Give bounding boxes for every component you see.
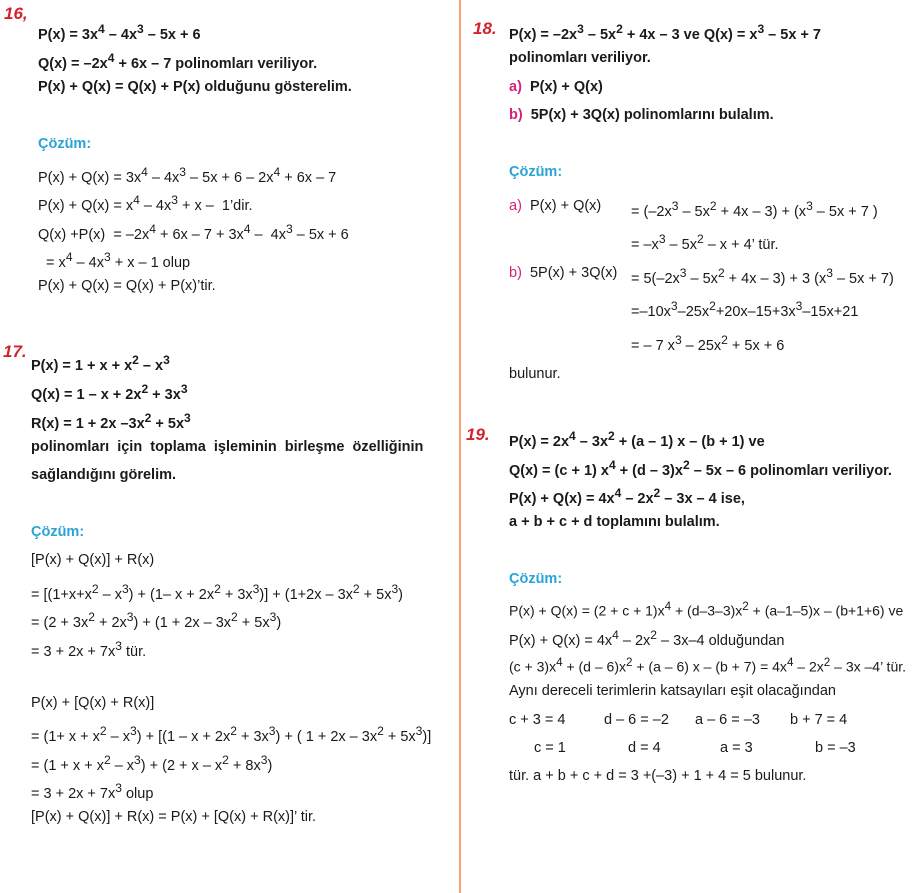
p19-eq: b + 7 = 4	[790, 712, 848, 728]
p18-line: polinomları veriliyor.	[509, 50, 651, 66]
p17-line: = $(1+ x + x^2 - x^3) + [(1 - x + 2x^2 + 3x^3)$ + ( $1 + 2x - 3x^2 + 5x^3$)]	[31, 724, 432, 745]
p16-line: $Q(x) +P(x) = -2x^4 + 6x - 7 + 3x^4 - 4x^3 - 5x + 6$	[38, 222, 349, 243]
p19-eq: d = 4	[628, 740, 661, 756]
problem-18-number: 18.	[473, 19, 497, 38]
problem-17-number: 17.	[3, 342, 27, 361]
p19-eq: d – 6 = –2	[604, 712, 669, 728]
p17-line: P(x) + [Q(x) + R(x)]	[31, 695, 155, 711]
p18-row-label: b) 5P(x) + 3Q(x)	[509, 265, 618, 281]
p16-line: = $x^4 - 4x^3 + x - 1$ olup	[38, 250, 191, 271]
p17-line: $P(x) = 1 + x + x^2 - x^3$	[31, 353, 170, 374]
p18-line: a) P(x) + Q(x)	[509, 79, 603, 95]
p19-line: a + b + c + d toplamını bulalım.	[509, 514, 720, 530]
p19-line: $P(x) + Q(x) = (2 + c + 1)x^4 + (d-3-3)x^2 + (a-1-5)x - (b+1+6)$ ve	[509, 600, 904, 619]
p19-eq: b = –3	[815, 740, 856, 756]
p17-line: = $3 + 2x + 7x^3$ olup	[31, 781, 154, 802]
p18-cozum-heading: Çözüm:	[509, 164, 563, 180]
p18-line: $P(x) = -2x^3 - 5x^2 + 4x - 3$ ve $Q(x) = x^3 - 5x + 7$	[509, 22, 821, 43]
p17-line: = [$(1+x+x^2 - x^3) + (1-$ $x + 2x^2 + 3x^3)] + (1+2x - 3x^2 + 5x^3)$	[31, 582, 404, 603]
p19-eq: c = 1	[534, 740, 566, 756]
problem-19-number: 19.	[466, 425, 490, 444]
p16-line: $Q(x) = -2x^4 + 6x - 7$ polinomları veriliyor.	[38, 51, 318, 72]
p17-line: sağlandığını görelim.	[31, 467, 177, 483]
p17-cozum-heading: Çözüm:	[31, 524, 85, 540]
p19-line: $P(x) = 2x^4 - 3x^2 + (a - 1)$ x – (b + 1) ve	[509, 429, 765, 450]
p19-line: $(c + 3)x^4 + (d - 6)x^2 + (a - 6)$ $x - (b + 7) = 4x^4 - 2x^2 - 3x$ –4’ tür.	[509, 656, 907, 675]
p16-line: P(x) + Q(x) = Q(x) + P(x)’tir.	[38, 278, 216, 294]
p19-line: Q(x) = (c + 1) $x^4 + (d - 3)x^2 - 5x - 6$ polinomları veriliyor.	[509, 458, 892, 479]
p18-row-expr: = $(-2x^3 - 5x^2 + 4x - 3) + (x^3 - 5x + 7$ )	[631, 199, 878, 220]
p18-row-expr: = – 7 $x^3 - 25x^2 + 5x + 6$	[631, 333, 785, 354]
p19-line: $P(x) + Q(x) = 4x^4 - 2x^2 - 3x-4$ olduğundan	[509, 628, 785, 649]
p18-line: bulunur.	[509, 366, 561, 382]
p18-row-expr: = $5(-2x^3 - 5x^2 + 4x - 3) + 3$ $(x^3 - 5x + 7)$	[631, 266, 894, 287]
p17-line: R(x) = 1 + 2x $-3x^2 + 5x^3$	[31, 411, 191, 432]
p16-cozum-heading: Çözüm:	[38, 136, 92, 152]
p17-line: [P(x) + Q(x)] + R(x) = P(x) + [Q(x) + R(x)]’ tir.	[31, 809, 317, 825]
p18-row-label: a) P(x) + Q(x)	[509, 198, 602, 214]
p18-line: b) 5P(x) + 3Q(x) polinomlarını bulalım.	[509, 107, 774, 123]
problem-16-number: 16,	[4, 4, 28, 23]
p17-line: polinomları için toplama işleminin birleşme özelliğinin	[31, 439, 424, 455]
p18-row-expr: = $-x^3 - 5x^2 - x + 4$’ tür.	[631, 232, 779, 253]
p16-line: $P(x) + Q(x) = x^4 - 4x^3 + x$ – 1’dir.	[38, 193, 253, 214]
p19-cozum-heading: Çözüm:	[509, 571, 563, 587]
p19-eq: c + 3 = 4	[509, 712, 566, 728]
p17-line: = $3 + 2x + 7x^3$ tür.	[31, 639, 147, 660]
column-divider	[459, 0, 461, 893]
p17-line: = $(2 + 3x^2 + 2x^3) + (1 + 2x - 3x^2 + 5x^3)$	[31, 610, 282, 631]
p17-line: $Q(x) = 1 - x + 2x^2 + 3x^3$	[31, 382, 188, 403]
p16-line: P(x) + Q(x) = Q(x) + P(x) olduğunu gösterelim.	[38, 79, 352, 95]
p16-line: $P(x) + Q(x) = 3x^4 - 4x^3 - 5x + 6 - 2x^4 + 6x - 7$	[38, 165, 337, 186]
p19-eq: a – 6 = –3	[695, 712, 760, 728]
p19-line: $P(x) + Q(x) = 4x^4 - 2x^2 - 3x - 4$ ise,	[509, 486, 745, 507]
p16-line: $P(x) = 3x^4 - 4x^3 - 5x + 6$	[38, 22, 201, 43]
p17-line: = $(1 + x + x^2 - x^3) + (2 + x - x^2 + 8x^3)$	[31, 753, 273, 774]
p19-eq: a = 3	[720, 740, 753, 756]
p17-line: [P(x) + Q(x)] + R(x)	[31, 552, 155, 568]
p19-line: tür. a + b + c + d = 3 +(–3) + 1 + 4 = 5 bulunur.	[509, 768, 807, 784]
p19-line: Aynı dereceli terimlerin katsayıları eşit olacağından	[509, 683, 836, 699]
p18-row-expr: $=-10x^3-25x^2+20x-15+3x^3-15x+21$	[631, 299, 859, 320]
